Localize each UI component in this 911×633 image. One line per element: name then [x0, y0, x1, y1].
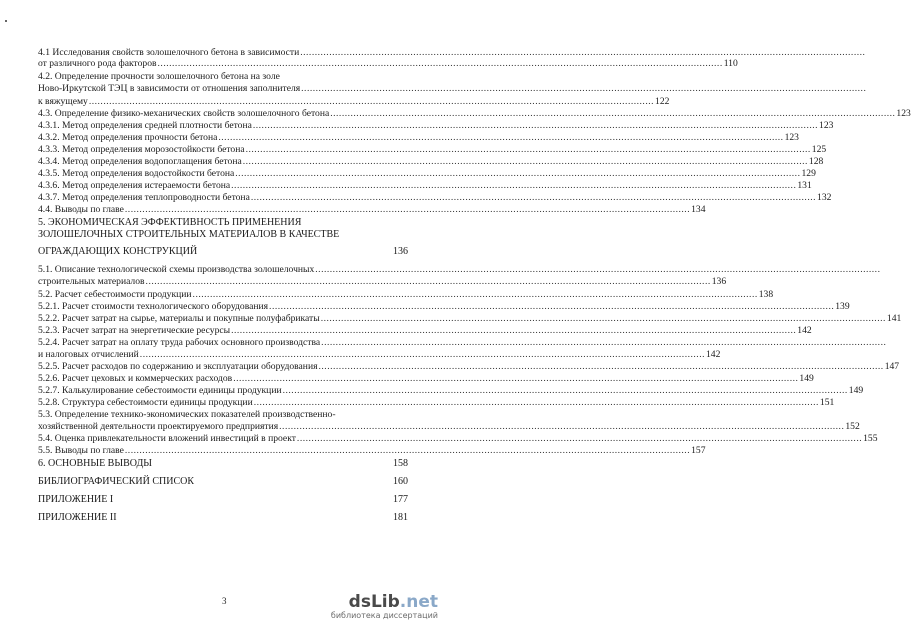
toc-entry-text: 5.2.5. Расчет расходов по содержанию и эксплуатации оборудования	[38, 361, 318, 372]
toc-entry-text: 5.2.6. Расчет цеховых и коммерческих расходов	[38, 373, 233, 384]
toc-entry-text: строительных материалов	[38, 276, 145, 287]
toc-entry-text: от различного рода факторов	[38, 58, 157, 69]
toc-leader	[125, 204, 690, 215]
toc-leader	[297, 433, 862, 444]
toc-entry	[38, 180, 812, 191]
toc-leader	[269, 301, 834, 312]
toc-entry	[38, 71, 408, 82]
toc-entry-text: 4.4. Выводы по главе	[38, 204, 124, 215]
toc-entry-text: хозяйственной деятельности проектируемого предприятия	[38, 421, 279, 432]
toc-entry-text: 4.3.6. Метод определения истераемости бетона	[38, 180, 231, 191]
toc-entry	[38, 289, 774, 300]
toc-entry	[38, 47, 408, 58]
toc-entry-page: 177	[393, 494, 408, 505]
toc-entry	[38, 276, 727, 287]
toc-leader	[300, 47, 865, 58]
toc-leader	[321, 337, 886, 348]
toc-entry-text: 5.2.4. Расчет затрат на оплату труда рабочих основного производства	[38, 337, 321, 348]
toc-leader	[231, 325, 796, 336]
toc-entry-text: 4.1 Исследования свойств золошелочного бетона в зависимости	[38, 47, 300, 58]
toc-leader	[251, 192, 816, 203]
toc-entry	[38, 409, 410, 420]
toc-leader	[140, 349, 705, 360]
toc-leader	[330, 108, 895, 119]
watermark-brand: dsLib	[348, 592, 400, 612]
toc-entry-page: 123	[896, 108, 911, 119]
toc-entry-page: 136	[393, 246, 408, 257]
toc-entry	[38, 349, 721, 360]
toc-entry-text: ПРИЛОЖЕНИЕ II	[38, 512, 117, 523]
toc-entry-page: 181	[393, 512, 408, 523]
toc-entry	[38, 433, 878, 444]
toc-entry-text: 5.2.1. Расчет стоимости технологического оборудования	[38, 301, 269, 312]
toc-entry	[38, 458, 408, 469]
toc-leader	[218, 132, 783, 143]
toc-entry	[38, 168, 816, 179]
toc-leader	[231, 180, 796, 191]
toc-entry-text: БИБЛИОГРАФИЧЕСКИЙ СПИСОК	[38, 476, 195, 487]
toc-entry-text: к вяжущему	[38, 96, 88, 107]
watermark-tagline: библиотека диссертаций	[330, 611, 438, 620]
toc-entry-page: 151	[819, 397, 835, 408]
toc-entry-text: 5.2.7. Калькулирование себестоимости единицы продукции	[38, 385, 282, 396]
toc-entry	[38, 385, 864, 396]
toc-entry-text: 5.3. Определение технико-экономических показателей производственно-	[38, 409, 336, 420]
toc-leader	[283, 385, 848, 396]
toc-entry-page: 123	[784, 132, 799, 143]
toc-entry	[38, 132, 799, 143]
toc-entry-page: 157	[691, 445, 706, 456]
toc-entry-page: 129	[801, 168, 816, 179]
toc-leader	[319, 361, 884, 372]
toc-leader	[301, 83, 866, 94]
toc-entry-page: 136	[711, 276, 727, 287]
toc-entry	[38, 494, 408, 505]
toc-entry-text: 5.2. Расчет себестоимости продукции	[38, 289, 192, 300]
toc-entry-text: 5.2.3. Расчет затрат на энергетические ресурсы	[38, 325, 231, 336]
toc-entry-text: ОГРАЖДАЮЩИХ КОНСТРУКЦИЙ	[38, 246, 198, 257]
toc-leader	[235, 168, 800, 179]
toc-entry-page: 141	[886, 313, 902, 324]
toc-entry-text: 5. ЭКОНОМИЧЕСКАЯ ЭФФЕКТИВНОСТЬ ПРИМЕНЕНИЯ	[38, 217, 302, 228]
toc-entry-text: 4.3.7. Метод определения теплопроводности бетона	[38, 192, 250, 203]
toc-entry	[38, 108, 911, 119]
toc-leader	[193, 289, 758, 300]
toc-entry	[38, 83, 408, 94]
toc-entry	[38, 246, 408, 257]
toc-leader	[146, 276, 711, 287]
toc-entry-text: 5.2.8. Структура себестоимости единицы продукции	[38, 397, 253, 408]
toc-entry-text: 5.5. Выводы по главе	[38, 445, 124, 456]
toc-entry-text: ПРИЛОЖЕНИЕ I	[38, 494, 114, 505]
toc-entry	[38, 445, 706, 456]
toc-entry-page: 160	[393, 476, 408, 487]
toc-entry-page: 158	[393, 458, 408, 469]
toc-entry-text: 5.4. Оценка привлекательности вложений инвестиций в проект	[38, 433, 296, 444]
toc-entry	[38, 264, 408, 275]
toc-entry-text: 5.2.2. Расчет затрат на сырье, материалы и покупные полуфабрикаты	[38, 313, 320, 324]
toc-entry-page: 123	[819, 120, 834, 131]
toc-entry	[38, 421, 860, 432]
toc-entry-page: 149	[799, 373, 814, 384]
toc-entry	[38, 217, 408, 228]
toc-entry-page: 147	[884, 361, 900, 372]
toc-entry-text: и налоговых отчислений	[38, 349, 139, 360]
toc-leader	[243, 156, 808, 167]
toc-entry-text: 4.3.5. Метод определения водостойкости бетона	[38, 168, 235, 179]
toc-entry	[38, 325, 812, 336]
toc-leader	[158, 58, 723, 69]
toc-entry-page: 138	[758, 289, 774, 300]
toc-leader	[279, 421, 844, 432]
toc-entry-page: 139	[835, 301, 850, 312]
toc-entry	[38, 204, 706, 215]
toc-entry-page: 122	[655, 96, 670, 107]
toc-entry-page: 125	[811, 144, 827, 155]
toc-entry-page: 152	[845, 421, 860, 432]
toc-entry-text: 6. ОСНОВНЫЕ ВЫВОДЫ	[38, 458, 153, 469]
toc-entry-page: 134	[691, 204, 706, 215]
toc-entry-page: 132	[817, 192, 832, 203]
dslib-watermark	[328, 593, 438, 623]
toc-leader	[246, 144, 811, 155]
watermark-ext: .net	[399, 592, 438, 612]
toc-entry-page: 142	[706, 349, 721, 360]
toc-entry-text: ЗОЛОШЕЛОЧНЫХ СТРОИТЕЛЬНЫХ МАТЕРИАЛОВ В КАЧЕСТВЕ	[38, 229, 340, 240]
toc-entry	[38, 96, 670, 107]
toc-entry-text: 4.3.3. Метод определения морозостойкости бетона	[38, 144, 245, 155]
toc-entry-text: 4.3.2. Метод определения прочности бетона	[38, 132, 218, 143]
toc-entry	[38, 144, 827, 155]
toc-entry-page: 155	[863, 433, 878, 444]
toc-leader	[253, 120, 818, 131]
watermark-logo	[328, 593, 438, 611]
toc-entry-page: 110	[723, 58, 738, 69]
toc-entry	[38, 361, 900, 372]
toc-entry-text: 4.3. Определение физико-механических свойств золошелочного бетона	[38, 108, 330, 119]
toc-entry-text: 4.3.4. Метод определения водопоглащения бетона	[38, 156, 242, 167]
toc-entry	[38, 120, 834, 131]
toc-leader	[254, 397, 819, 408]
toc-entry	[38, 397, 835, 408]
toc-entry-text: 5.1. Описание технологической схемы производства золошелочных	[38, 264, 315, 275]
toc-leader	[125, 445, 690, 456]
toc-entry-text: Ново-Иркутской ТЭЦ в зависимости от отношения заполнителя	[38, 83, 301, 94]
toc-entry	[38, 58, 738, 69]
toc-entry	[38, 337, 408, 348]
toc-entry	[38, 313, 902, 324]
toc-entry-page: 149	[848, 385, 864, 396]
toc-entry	[38, 373, 814, 384]
toc-entry	[38, 301, 850, 312]
toc-entry	[38, 512, 408, 523]
toc-entry-page: 131	[797, 180, 812, 191]
toc-entry	[38, 476, 408, 487]
toc-entry	[38, 156, 824, 167]
toc-entry-page: 128	[808, 156, 824, 167]
toc-entry-page: 142	[797, 325, 812, 336]
toc-leader	[89, 96, 654, 107]
toc-leader	[233, 373, 798, 384]
toc-entry-text: 4.3.1. Метод определения средней плотности бетона	[38, 120, 252, 131]
page-number: 3	[222, 596, 227, 606]
toc-entry	[38, 192, 832, 203]
toc-leader	[315, 264, 880, 275]
toc-entry	[38, 229, 408, 240]
scan-mark	[5, 20, 7, 22]
toc-entry-text: 4.2. Определение прочности золошелочного бетона на золе	[38, 71, 280, 82]
toc-leader	[321, 313, 886, 324]
